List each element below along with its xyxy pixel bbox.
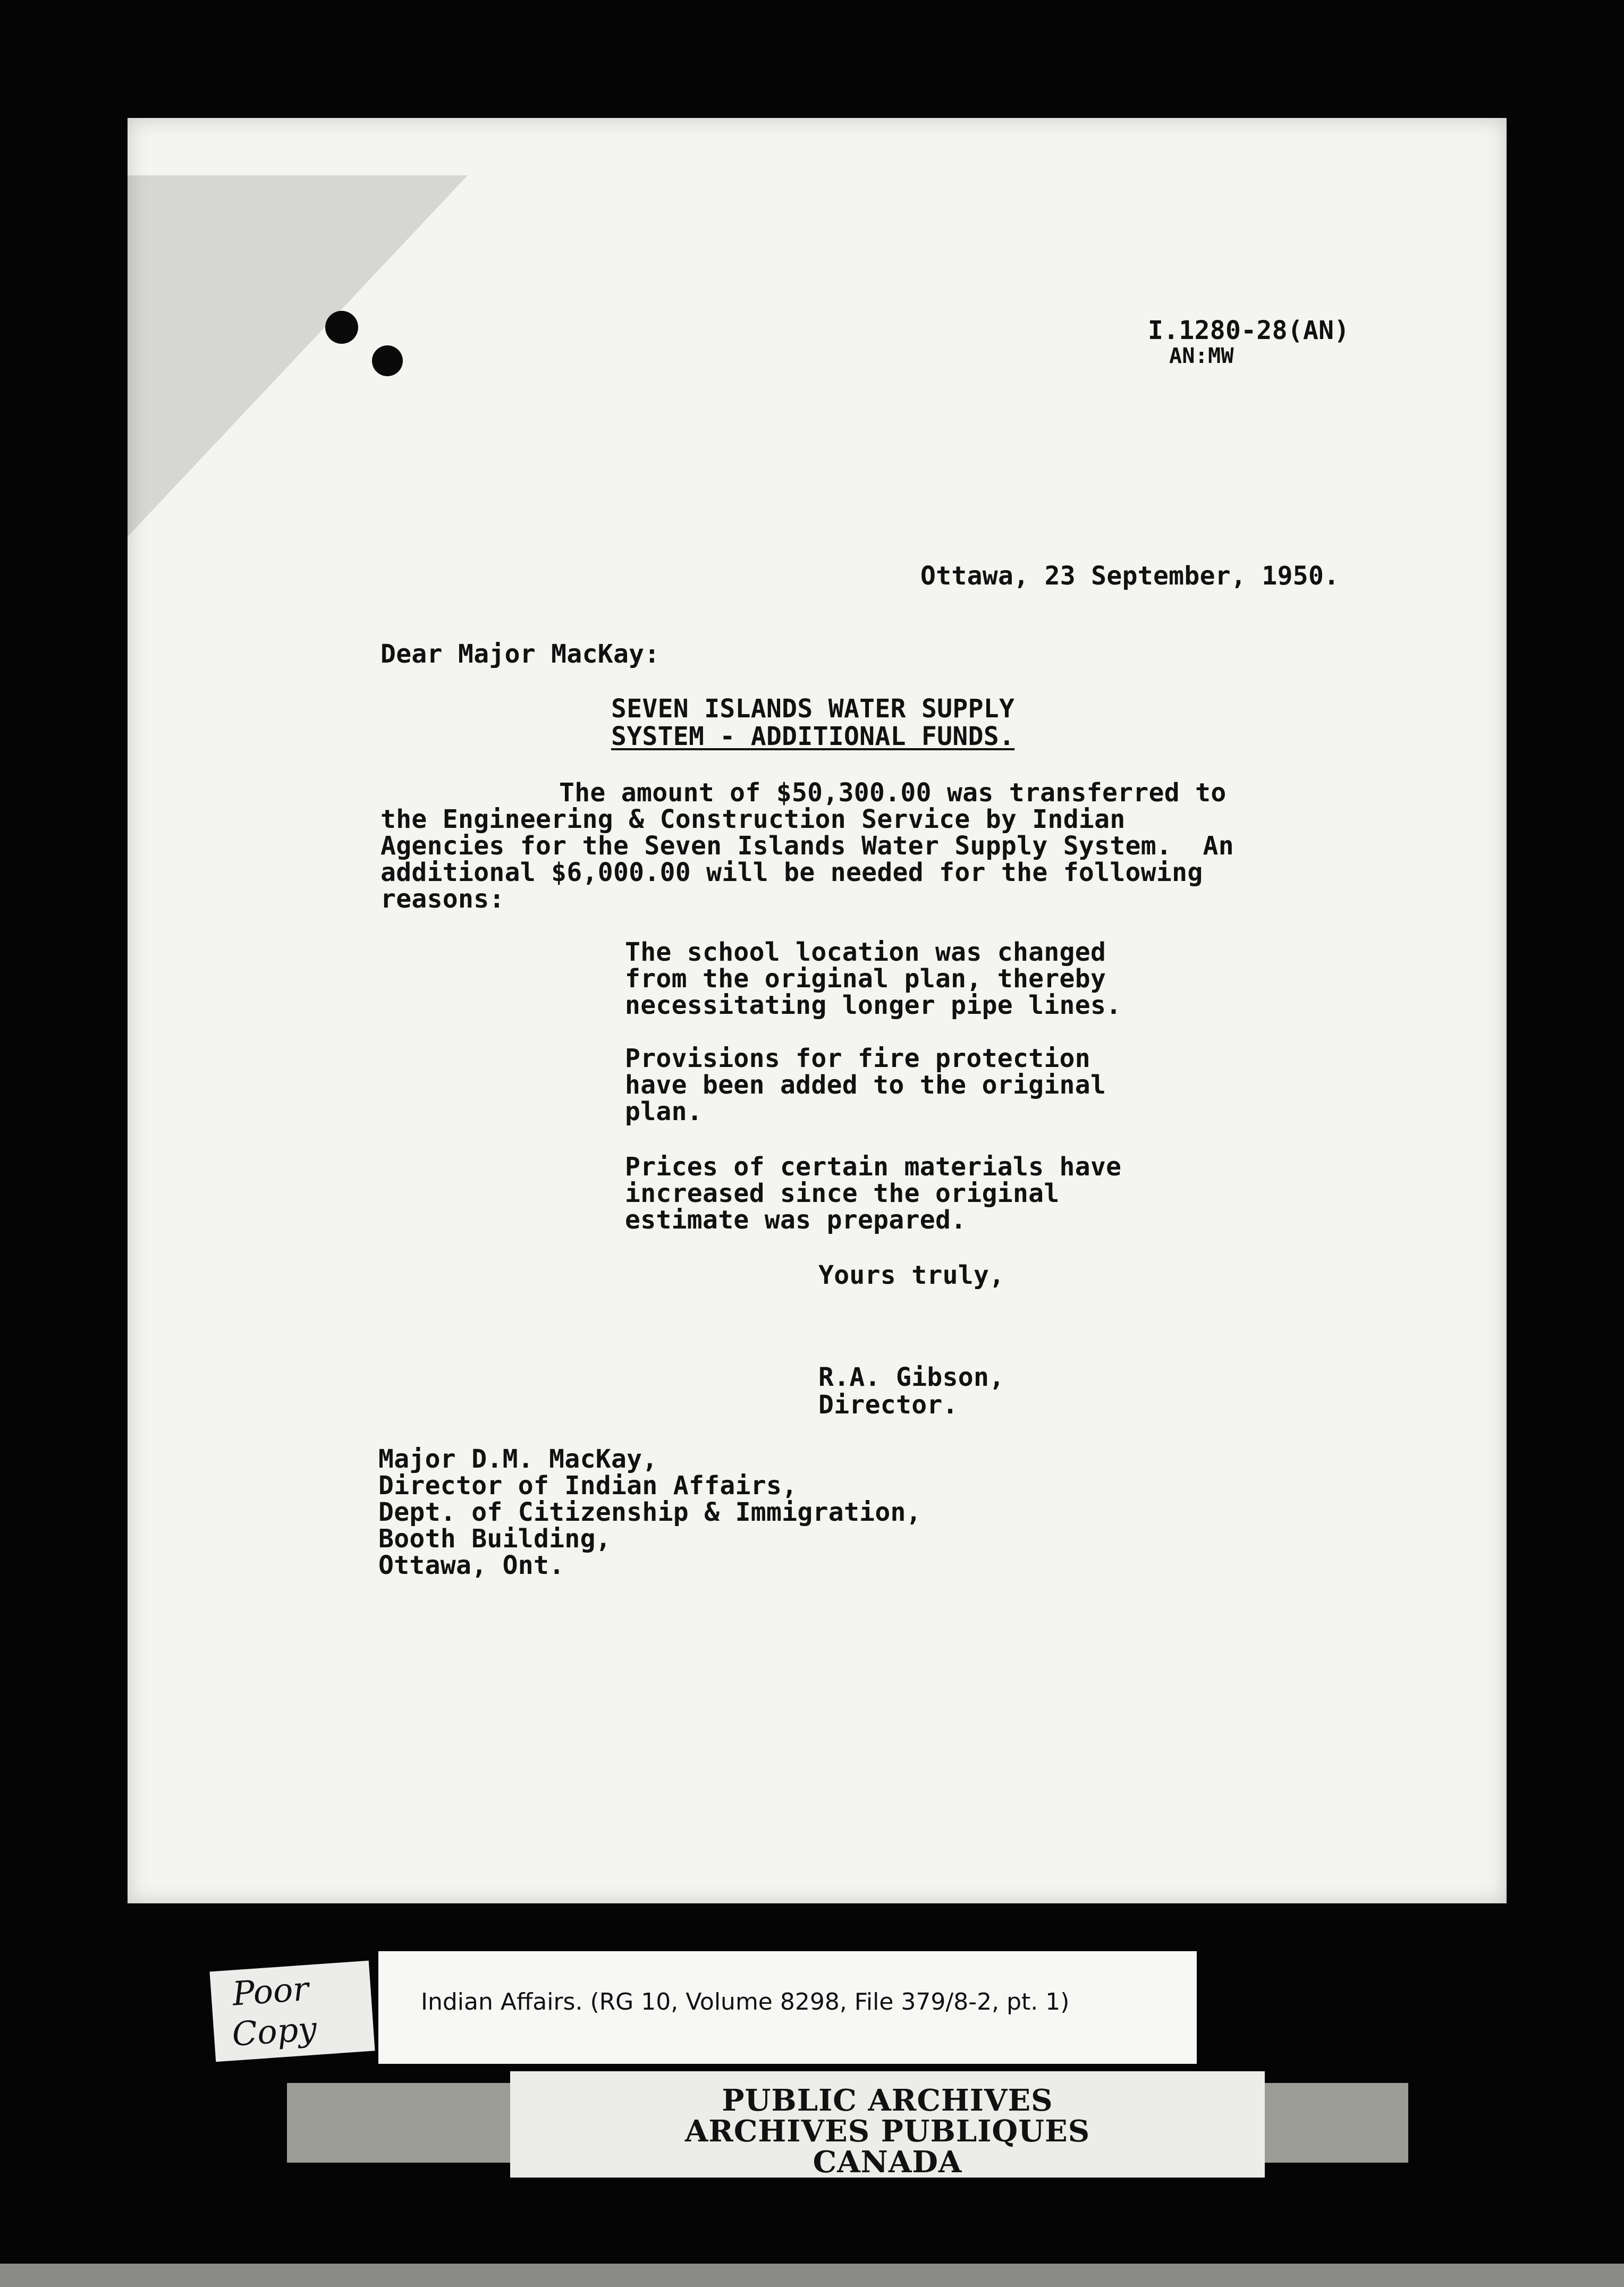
folded-corner <box>128 175 468 537</box>
reason-line: estimate was prepared. <box>625 1205 967 1235</box>
addressee-line: Director of Indian Affairs, <box>378 1471 798 1501</box>
subject-line: SYSTEM - ADDITIONAL FUNDS. <box>611 722 1015 751</box>
body-line: the Engineering & Construction Service by Indian <box>380 804 1126 834</box>
reason-line: The school location was changed <box>625 937 1106 967</box>
body-line: additional $6,000.00 will be needed for the following <box>380 858 1203 887</box>
stamp-line: PUBLIC ARCHIVES <box>722 2083 1053 2118</box>
body-line: The amount of $50,300.00 was transferred to <box>559 778 1227 808</box>
stamp-line: CANADA <box>813 2145 962 2180</box>
reason-line: Provisions for fire protection <box>625 1044 1090 1073</box>
addressee-line: Dept. of Citizenship & Immigration, <box>378 1497 921 1527</box>
punch-hole <box>372 345 403 376</box>
reason-line: have been added to the original <box>625 1070 1106 1100</box>
file-reference: I.1280-28(AN) <box>1148 316 1350 345</box>
addressee-line: Booth Building, <box>378 1524 611 1554</box>
reason-line: plan. <box>625 1097 703 1126</box>
reason-line: necessitating longer pipe lines. <box>625 990 1122 1020</box>
dateline: Ottawa, 23 September, 1950. <box>920 561 1340 591</box>
reason-line: from the original plan, thereby <box>625 964 1106 994</box>
subject-line: SEVEN ISLANDS WATER SUPPLY <box>611 694 1015 724</box>
body-line: reasons: <box>380 884 505 914</box>
typist-initials: AN:MW <box>1169 344 1234 368</box>
film-edge <box>0 2264 1624 2287</box>
closing: Yours truly, <box>818 1260 1005 1290</box>
stamp-line: ARCHIVES PUBLIQUES <box>684 2114 1090 2149</box>
citation-text: Indian Affairs. (RG 10, Volume 8298, File 379/8-2, pt. 1) <box>421 1988 1070 2015</box>
handwritten-note <box>209 1961 375 2062</box>
signer-name: R.A. Gibson, <box>818 1362 1005 1392</box>
citation-label <box>378 1951 1197 2064</box>
handwritten-note-line: Poor <box>231 1969 310 2013</box>
signer-title: Director. <box>818 1390 958 1420</box>
archive-stamp <box>510 2071 1265 2178</box>
body-line: Agencies for the Seven Islands Water Supply System. An <box>380 831 1234 861</box>
addressee-line: Major D.M. MacKay, <box>378 1444 658 1474</box>
punch-hole <box>325 311 358 344</box>
reason-line: Prices of certain materials have <box>625 1152 1122 1182</box>
handwritten-note-line: Copy <box>231 2009 318 2054</box>
addressee-line: Ottawa, Ont. <box>378 1551 565 1580</box>
salutation: Dear Major MacKay: <box>380 639 660 669</box>
reason-line: increased since the original <box>625 1179 1060 1208</box>
